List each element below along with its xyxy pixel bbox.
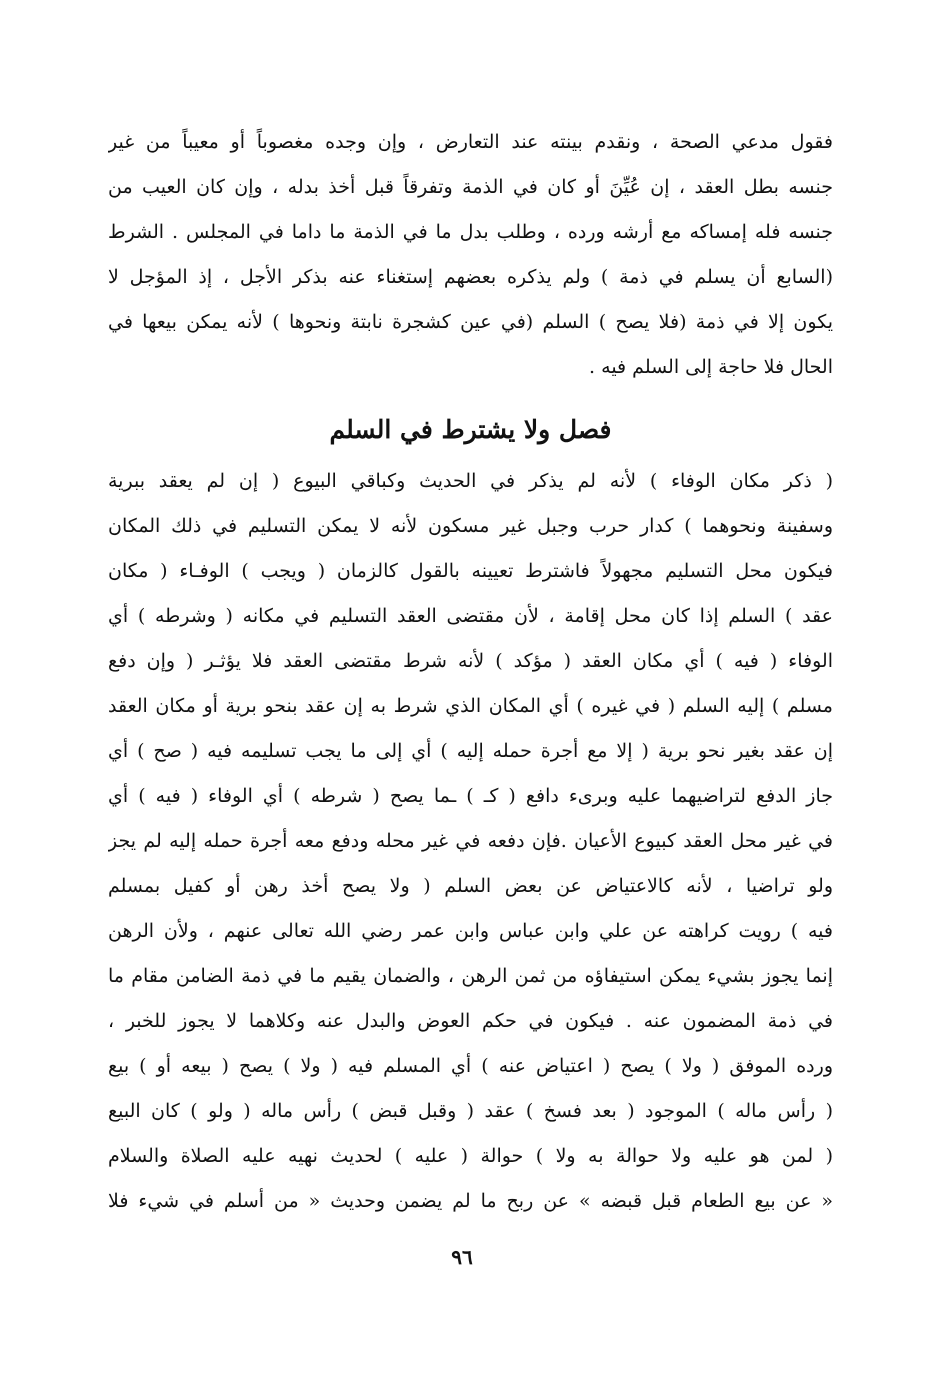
text-line: مسلم ) إليه السلم ( في غيره ) أي المكان الذي شرط به إن عقد بنحو برية أو مكان العقد	[108, 695, 833, 717]
text-line: « عن بيع الطعام قبل قبضه » عن ربح ما لم يضمن وحديث « من أسلم في شيء فلا	[108, 1190, 833, 1212]
text-line: فيكون محل التسليم مجهولاً فاشترط تعيينه بالقول كالزمان ( ويجب ) الوفـاء ( مكان	[108, 560, 833, 582]
text-line: ( لمن هو عليه ولا حوالة به ولا ) حوالة ( عليه ) لحديث نهيه عليه الصلاة والسلام	[108, 1145, 833, 1167]
text-line: (السابع أن يسلم في ذمة ) ولم يذكره بعضهم إستغناء عنه بذكر الأجل ، إذ المؤجل لا	[108, 266, 833, 288]
text-line: فقول مدعي الصحة ، ونقدم بينته عند التعارض ، وإن وجده مغصوباً أو معيباً من غير	[108, 131, 833, 153]
text-line: ورده الموفق ( ولا ) يصح ( اعتياض عنه ) أي المسلم فيه ( ولا ) يصح ( بيعه أو ) بيع	[108, 1055, 833, 1077]
page-number: ٩٦	[451, 1245, 473, 1269]
text-line: فيه ) رويت كراهته عن علي وابن عباس وابن عمر رضي الله تعالى عنهم ، ولأن الرهن	[108, 920, 833, 942]
text-line: وسفينة ونحوهما ) كدار حرب وجبل غير مسكون لأنه لا يمكن التسليم في ذلك المكان	[108, 515, 833, 537]
text-line: الحال فلا حاجة إلى السلم فيه .	[589, 356, 833, 378]
text-line: الوفاء ( فيه ) أي مكان العقد ( مؤكد ) لأنه شرط مقتضى العقد فلا يؤثـر ( وإن دفع	[108, 650, 833, 672]
text-line: جاز الدفع لتراضيهما عليه وبرىء دافع ( كـ ) ـما يصح ( شرطه ) أي الوفاء ( فيه ) أي	[108, 785, 833, 807]
text-line: ( رأس ماله ) الموجود ( بعد فسخ ) عقد ( وقبل قبض ) رأس ماله ( ولو ) كان البيع	[108, 1100, 833, 1122]
paragraph-1	[108, 120, 833, 390]
text-line: في ذمة المضمون عنه . فيكون في حكم العوض والبدل عنه وكلاهما لا يجوز للخبر ،	[108, 1010, 833, 1032]
text-line: إنما يجوز بشيء يمكن استيفاؤه من ثمن الرهن ، والضمان يقيم ما في ذمة الضامن مقام ما	[108, 965, 833, 987]
text-line: ( ذكر مكان الوفاء ) لأنه لم يذكر في الحديث وكباقي البيوع ( إن لم يعقد ببرية	[108, 470, 833, 492]
text-line: إن عقد بغير نحو برية ( إلا مع أجرة حمله إليه ) أي إلى ما يجب تسليمه فيه ( صح ) أي	[108, 740, 833, 762]
text-line: يكون إلا في ذمة (فلا يصح ) السلم (في عين كشجرة نابتة ونحوها ) لأنه يمكن بيعها في	[108, 311, 833, 333]
text-line: في غير محل العقد كبيوع الأعيان .فإن دفعه في غير محله ودفع معه أجرة حمله إليه لم يجز	[108, 830, 833, 852]
text-line: عقد ) السلم إذا كان محل إقامة ، لأن مقتضى العقد التسليم في مكانه ( وشرطه ) أي	[108, 605, 833, 627]
text-line: ولو تراضيا ، لأنه كالاعتياض عن بعض السلم ( ولا يصح أخذ رهن أو كفيل بمسلم	[108, 875, 833, 897]
paragraph-2	[108, 459, 833, 1224]
text-line: جنسه فله إمساكه مع أرشه ورده ، وطلب بدل ما في الذمة ما داما في المجلس . الشرط	[108, 221, 833, 243]
section-heading: فصل ولا يشترط في السلم	[329, 415, 612, 444]
text-line: جنسه بطل العقد ، إن عُيِّنَ أو كان في الذمة وتفرقاً قبل أخذ بدله ، وإن كان العيب من	[108, 176, 833, 198]
